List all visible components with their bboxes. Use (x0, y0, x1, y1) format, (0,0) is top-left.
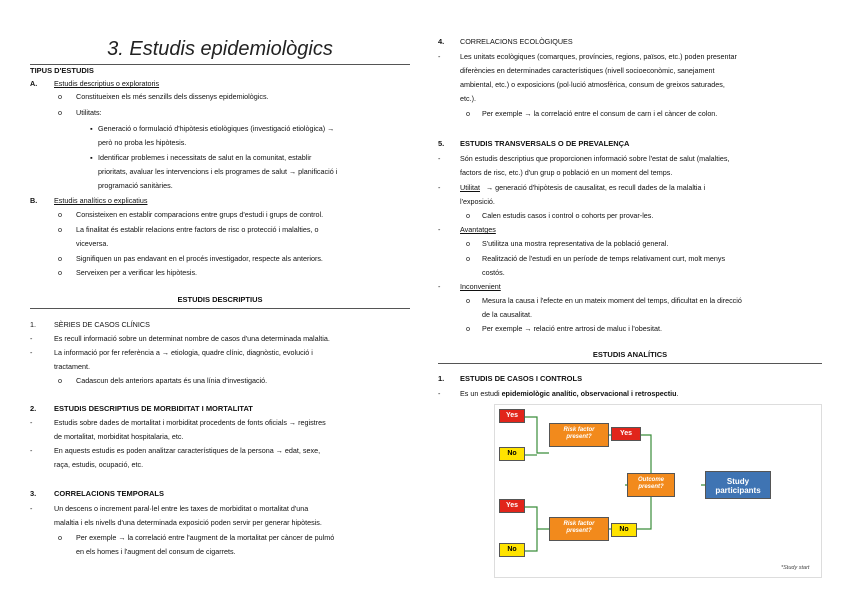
avantatges-label: Avantatges (460, 225, 496, 234)
bullet-dash: - (438, 183, 441, 192)
list-item: Es un estudi epidemiològic analític, observacional i retrospectiu. (460, 389, 679, 398)
risk-factor-question: Risk factor present? (549, 517, 609, 541)
s4-title: CORRELACIONS ECOLÒGIQUES (460, 37, 573, 46)
case-control-diagram (494, 404, 822, 578)
list-item: ambiental, etc.) o exposicions (pol·lució atmosfèrica, consum de greixos saturades, (460, 80, 725, 89)
bullet-dash: - (30, 348, 33, 357)
list-item: factors de risc, etc.) d'un grup o població en un moment del temps. (460, 168, 673, 177)
section-rule (30, 308, 410, 309)
list-item: S'utilitza una mostra representativa de la població general. (482, 239, 669, 248)
s5-num: 5. (438, 139, 445, 148)
s2-num: 2. (30, 404, 37, 413)
list-item: de mortalitat, morbiditat hospitalaria, etc. (54, 432, 184, 441)
list-item: programació sanitàries. (98, 181, 173, 190)
list-item: tractament. (54, 362, 90, 371)
list-item: raça, estudis, ocupació, etc. (54, 460, 144, 469)
inconvenient-label: Inconvenient (460, 282, 501, 291)
title-rule (30, 64, 410, 65)
bullet-dash: - (438, 225, 441, 234)
list-item: Cadascun dels anteriors apartats és una línia d'investigació. (76, 376, 268, 385)
bullet-o: o (466, 324, 470, 333)
list-item: de la causalitat. (482, 310, 532, 319)
bullet-o: o (466, 239, 470, 248)
s1-title: SÈRIES DE CASOS CLÍNICS (54, 320, 150, 329)
s3-title: CORRELACIONS TEMPORALS (54, 489, 165, 498)
s6-num: 1. (438, 374, 445, 383)
section-rule (438, 363, 822, 364)
bullet-o: o (58, 225, 62, 234)
bullet-dash: - (438, 282, 441, 291)
bullet-o: o (58, 254, 62, 263)
bullet-o: o (58, 268, 62, 277)
list-item: Estudis sobre dades de mortalitat i morbiditat procedents de fonts oficials → registres (54, 418, 326, 427)
bullet-o: o (58, 108, 62, 117)
bullet-o: o (466, 109, 470, 118)
bullet-dash: - (438, 154, 441, 163)
list-item: Calen estudis casos i control o cohorts per provar-les. (482, 211, 654, 220)
s6-title: ESTUDIS DE CASOS I CONTROLS (460, 374, 583, 383)
study-start-note: *Study start (781, 565, 810, 571)
bullet-dash: - (30, 446, 33, 455)
utilitat-label: Utilitat (460, 183, 480, 192)
tipus-heading: TIPUS D'ESTUDIS (30, 66, 94, 75)
bullet-dash: - (438, 52, 441, 61)
list-item: Generació o formulació d'hipòtesis etiològiques (investigació etiològica) → (98, 124, 335, 133)
list-item: viceversa. (76, 239, 109, 248)
list-item: La informació por fer referència a → etiologia, quadre clínic, diagnòstic, evolució i (54, 348, 313, 357)
bullet-dash: - (30, 418, 33, 427)
bullet-o: o (58, 376, 62, 385)
list-item: Identificar problemes i necessitats de salut en la comunitat, establir (98, 153, 312, 162)
bullet-o: o (58, 210, 62, 219)
study-participants-box: Study participants (705, 471, 771, 499)
list-item: Són estudis descriptius que proporcionen informació sobre l'estat de salut (malalties, (460, 154, 730, 163)
b-label: Estudis analítics o explicatius (54, 196, 148, 205)
no-box: No (499, 543, 525, 557)
bullet-dash: - (30, 504, 33, 513)
bullet-o: o (58, 92, 62, 101)
bullet-o: o (466, 296, 470, 305)
yes-box: Yes (499, 409, 525, 423)
s4-num: 4. (438, 37, 445, 46)
yes-box: Yes (499, 499, 525, 513)
bullet-square: ▪ (90, 124, 93, 133)
a-label: Estudis descriptius o exploratoris (54, 79, 160, 88)
list-item: Per exemple → la correlació entre el consum de carn i el càncer de colon. (482, 109, 718, 118)
b-letter: B. (30, 196, 38, 205)
analitics-heading: ESTUDIS ANALÍTICS (592, 350, 668, 359)
s5-title: ESTUDIS TRANSVERSALS O DE PREVALENÇA (460, 139, 630, 148)
list-item: En aquests estudis es poden analitzar característiques de la persona → edat, sexe, (54, 446, 321, 455)
a-letter: A. (30, 79, 38, 88)
list-item: Consisteixen en establir comparacions entre grups d'estudi i grups de control. (76, 210, 324, 219)
no-box: No (499, 447, 525, 461)
list-item: diferències en determinades característiques (nivell socioeconòmic, sanejament (460, 66, 715, 75)
bullet-square: ▪ (90, 153, 93, 162)
list-item: en els homes i l'augment del consum de cigarrets. (76, 547, 236, 556)
list-item: → generació d'hipòtesis de causalitat, es recull dades de la malaltia i (486, 183, 706, 192)
list-item: Es recull informació sobre un determinat nombre de casos d'una determinada malaltia. (54, 334, 330, 343)
list-item: etc.). (460, 94, 476, 103)
list-item: l'exposició. (460, 197, 495, 206)
page-title: 3. Estudis epidemiològics (107, 38, 333, 60)
yes-box: Yes (611, 427, 641, 441)
s3-num: 3. (30, 489, 37, 498)
list-item: costós. (482, 268, 505, 277)
bullet-o: o (466, 254, 470, 263)
list-item: Realització de l'estudi en un període de temps relativament curt, molt menys (482, 254, 726, 263)
list-item: La finalitat és establir relacions entre factors de risc o protecció i malalties, o (76, 225, 319, 234)
list-item: però no proba les hipòtesis. (98, 138, 187, 147)
s2-title: ESTUDIS DESCRIPTIUS DE MORBIDITAT I MORTALITAT (54, 404, 253, 413)
risk-factor-question: Risk factor present? (549, 423, 609, 447)
list-item: Utilitats: (76, 108, 102, 117)
descriptius-heading: ESTUDIS DESCRIPTIUS (177, 295, 263, 304)
list-item: Serveixen per a verificar les hipòtesis. (76, 268, 198, 277)
list-item: Per exemple → la correlació entre l'augment de la mortalitat per càncer de pulmó (76, 533, 335, 542)
list-item: Constitueixen els més senzills dels dissenys epidemiològics. (76, 92, 269, 101)
bullet-dash: - (438, 389, 441, 398)
bullet-o: o (466, 211, 470, 220)
s1-num: 1. (30, 320, 36, 329)
list-item: Per exemple → relació entre artrosi de maluc i l'obesitat. (482, 324, 662, 333)
list-item: malaltia i els nivells d'una determinada exposició poden servir per generar hipòtesis. (54, 518, 322, 527)
list-item: Un descens o increment paral·lel entre les taxes de morbiditat o mortalitat d'una (54, 504, 309, 513)
list-item: Mesura la causa i l'efecte en un mateix moment del temps, dificultat en la direcció (482, 296, 742, 305)
list-item: prioritats, avaluar les intervencions i els programes de salut → planificació i (98, 167, 338, 176)
list-item: Signifiquen un pas endavant en el procés investigador, respecte als anteriors. (76, 254, 323, 263)
no-box: No (611, 523, 637, 537)
bullet-o: o (58, 533, 62, 542)
outcome-question: Outcome present? (627, 473, 675, 497)
list-item: Les unitats ecològiques (comarques, províncies, regions, països, etc.) poden presentar (460, 52, 737, 61)
bullet-dash: - (30, 334, 33, 343)
